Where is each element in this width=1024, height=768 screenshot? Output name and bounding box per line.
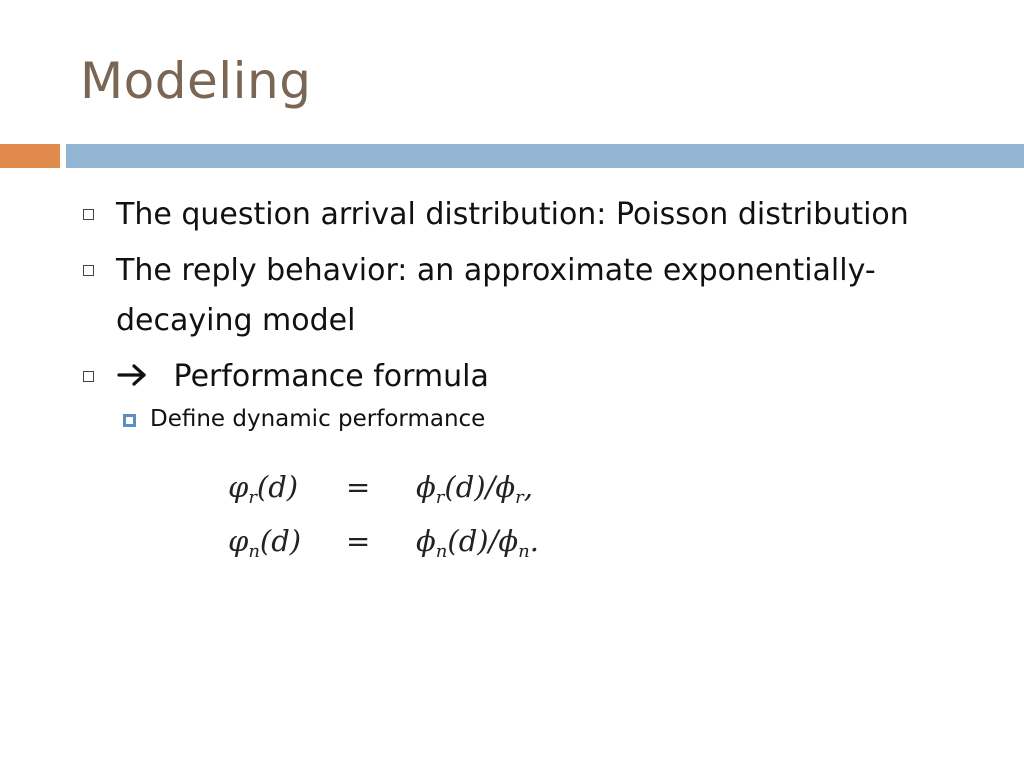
formula-equals: =	[346, 470, 371, 504]
bullet-box-icon	[83, 371, 94, 382]
sub-bullet-box-icon	[123, 414, 136, 427]
bullet-box-icon	[83, 209, 94, 220]
formula-row	[228, 524, 539, 578]
slide-title: Modeling	[80, 52, 312, 110]
formula-lhs: $\varphi_n(d)$	[228, 524, 302, 562]
bullet-text: The reply behavior: an approximate exponentially-decaying model	[116, 253, 876, 338]
formula-row	[228, 470, 539, 524]
performance-formula	[228, 470, 539, 578]
bullet-list	[0, 190, 1024, 438]
bullet-text: The question arrival distribution: Poisson distribution	[116, 197, 909, 232]
sub-bullet-item	[0, 400, 1024, 438]
formula-rhs: $\phi_n(d)/\phi_n$.	[416, 524, 539, 562]
formula-rhs: $\phi_r(d)/\phi_r$,	[416, 470, 533, 508]
sub-bullet-text: Define dynamic performance	[150, 406, 486, 432]
formula-lhs: $\varphi_r(d)$	[228, 470, 299, 508]
formula-equals: =	[346, 524, 371, 558]
right-arrow-icon	[116, 362, 150, 388]
bullet-box-icon	[83, 265, 94, 276]
bullet-item	[0, 246, 1024, 346]
bullet-item	[0, 352, 1024, 402]
title-divider-bar	[66, 144, 1024, 168]
bullet-text: Performance formula	[173, 359, 489, 394]
title-accent-bar	[0, 144, 60, 168]
bullet-item	[0, 190, 1024, 240]
